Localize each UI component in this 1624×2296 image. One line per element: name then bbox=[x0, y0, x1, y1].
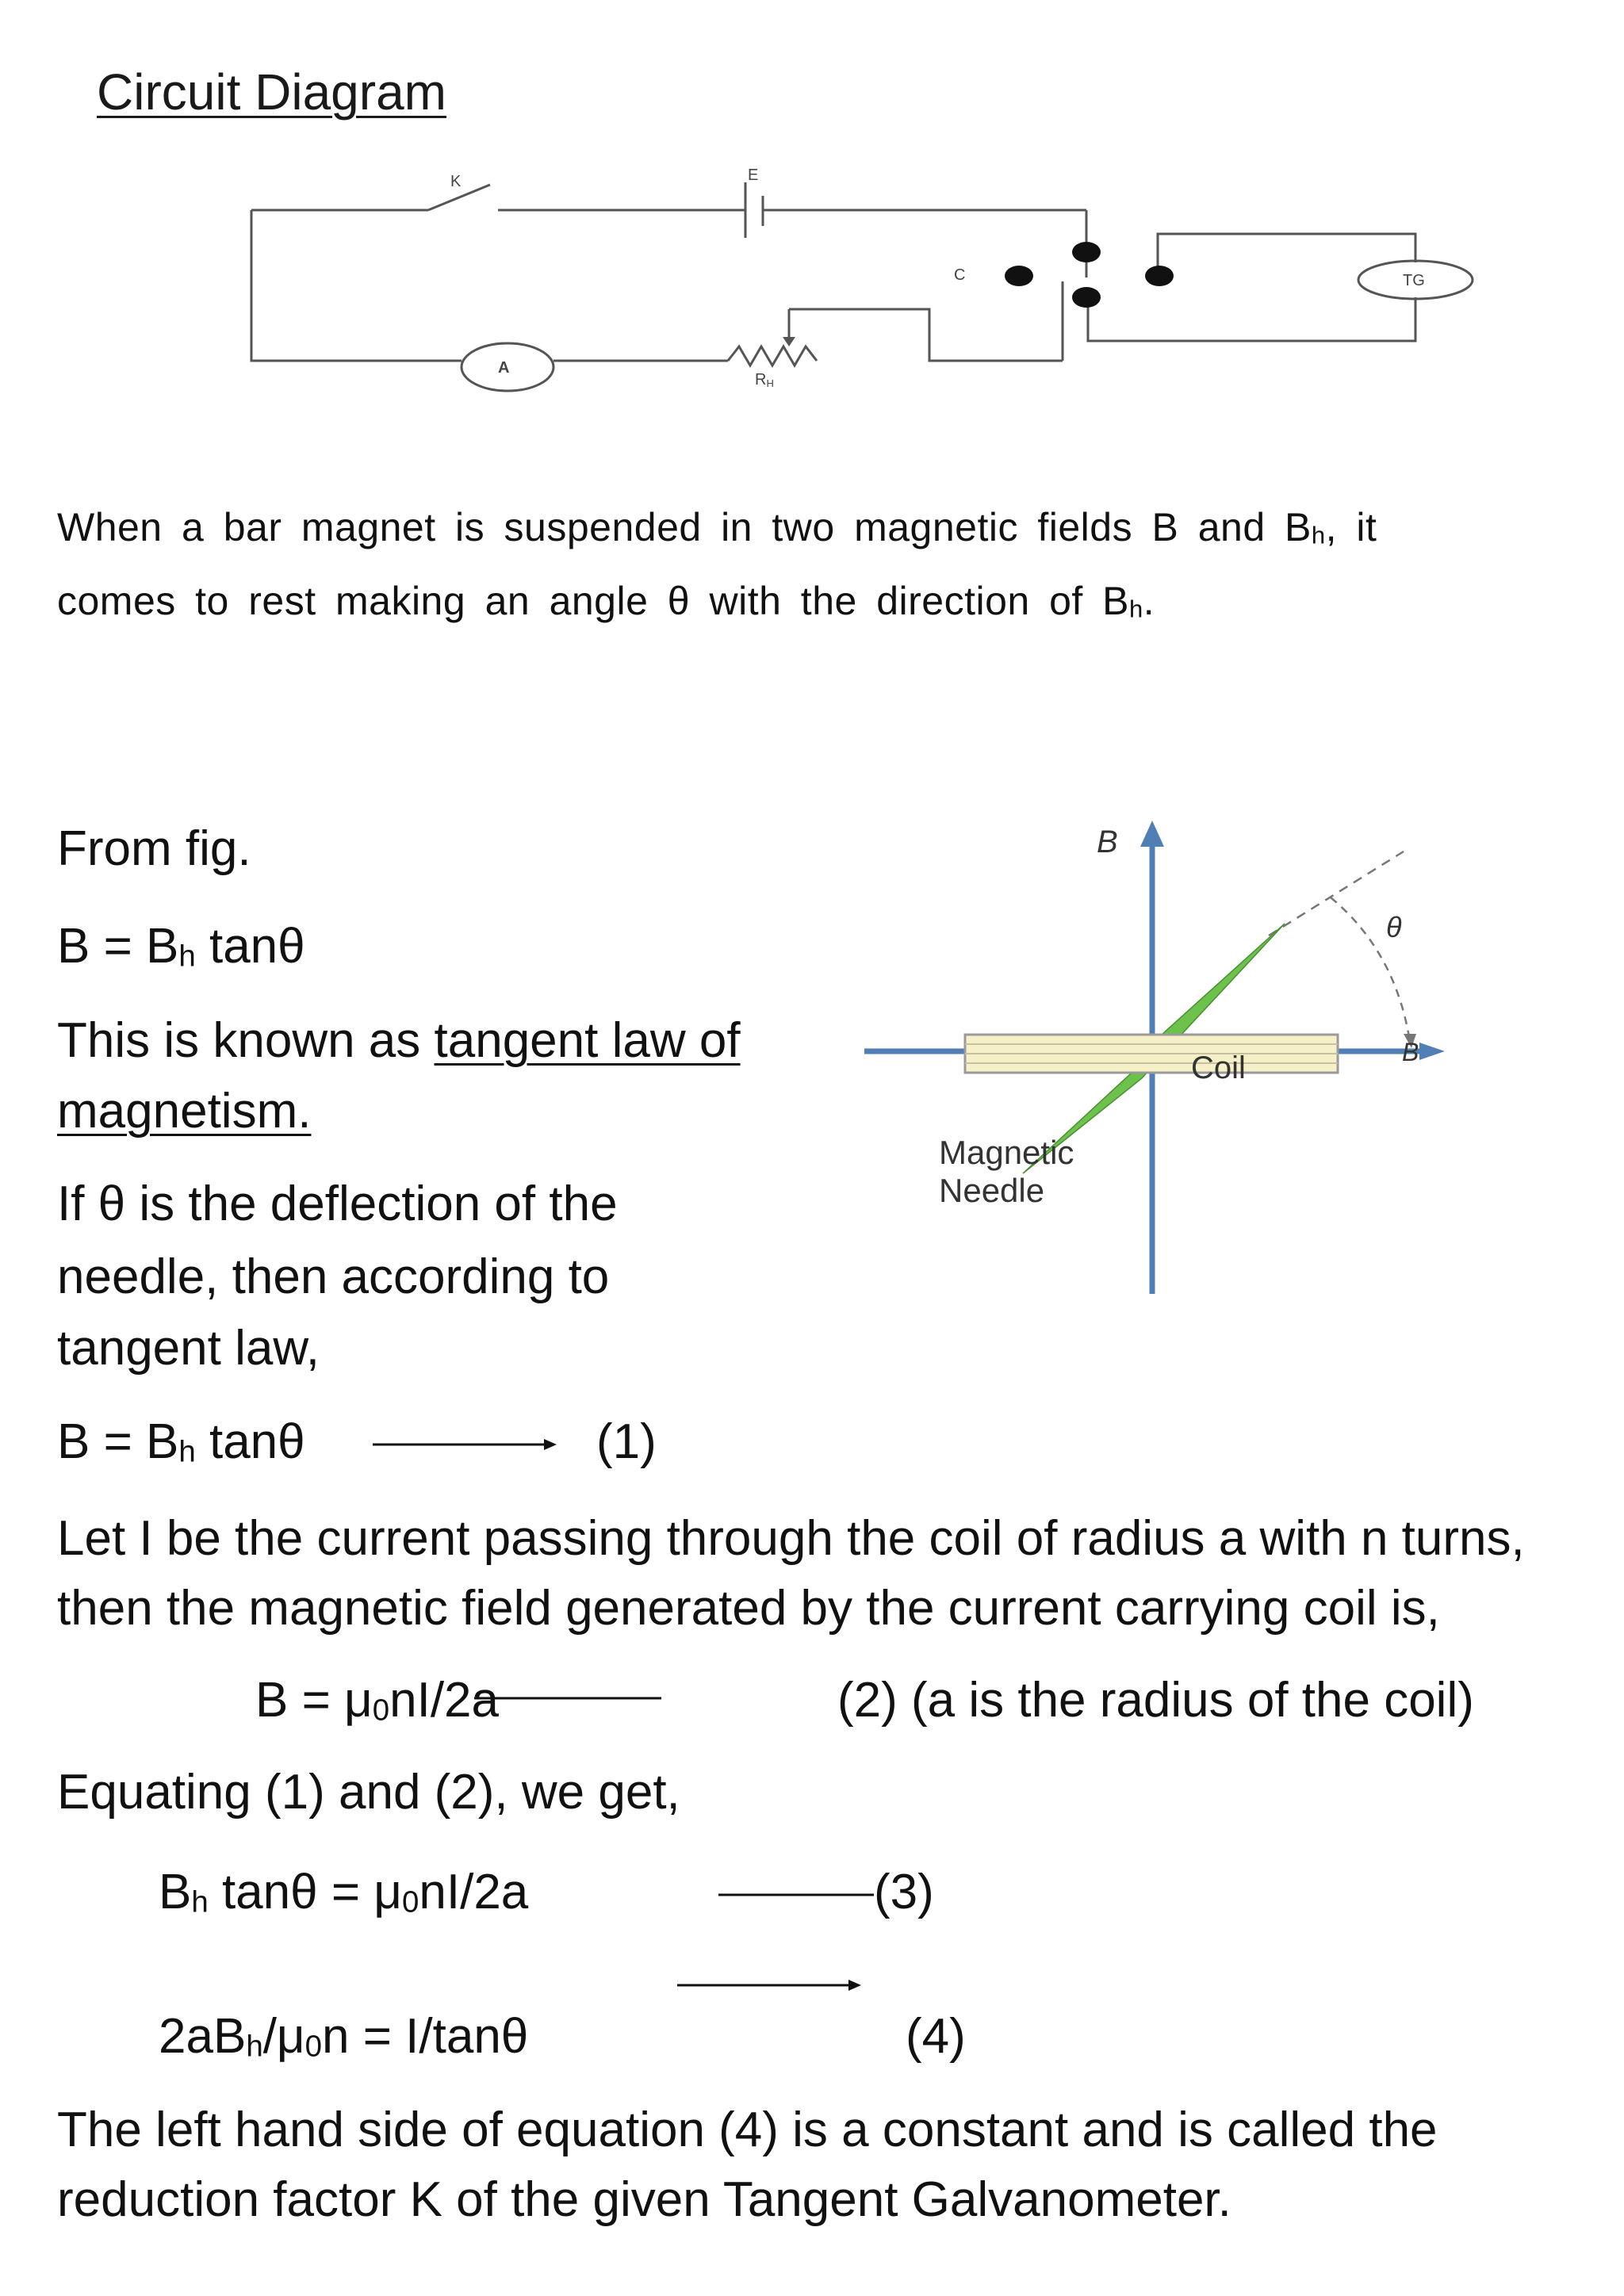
equation-a: $B = B_h$ tanθ bbox=[57, 919, 305, 974]
commutator-terminal bbox=[1145, 266, 1174, 286]
circuit-wire bbox=[1088, 297, 1415, 341]
needle-label-2: Needle bbox=[939, 1172, 1045, 1209]
equation-2-number: (2) (a is the radius of the coil) bbox=[837, 1673, 1474, 1728]
equation-1-arrow bbox=[371, 1435, 561, 1454]
equating-text: Equating (1) and (2), we get, bbox=[57, 1765, 680, 1820]
page-title: Circuit Diagram bbox=[97, 63, 446, 121]
circuit-diagram bbox=[238, 163, 1507, 400]
equation-4: $2aB_h/\mu_0n = I/\tan\theta$ bbox=[159, 2009, 529, 2064]
rheostat bbox=[728, 346, 817, 365]
intro-line-2: comes to rest making an angle θ with the direction of $B_h$. bbox=[57, 579, 1155, 623]
deflection-line-3: tangent law, bbox=[57, 1321, 320, 1376]
conclusion-line-1: The left hand side of equation (4) is a constant and is called the bbox=[57, 2103, 1438, 2157]
resultant-dashed-line bbox=[1269, 851, 1404, 936]
equation-4-arrow bbox=[676, 1976, 866, 1995]
rheostat-label: RH bbox=[755, 371, 774, 389]
conclusion-line-2: reduction factor K of the given Tangent Galvanometer. bbox=[57, 2172, 1231, 2227]
deflection-line-2: needle, then according to bbox=[57, 1249, 610, 1304]
circuit-wire bbox=[251, 210, 462, 361]
circuit-wire bbox=[789, 309, 1063, 361]
equation-2-line bbox=[474, 1693, 665, 1703]
ammeter-label: A bbox=[498, 359, 510, 377]
key-label: K bbox=[450, 173, 462, 190]
theta-label: θ bbox=[1386, 911, 1402, 943]
bh-field-arrow bbox=[1419, 1043, 1445, 1060]
tangent-law-line-2: magnetism. bbox=[57, 1084, 312, 1138]
equation-3: $B_h$ $\tan\theta = \mu_0nI/2a$ bbox=[159, 1865, 529, 1919]
equation-3-line bbox=[718, 1890, 877, 1900]
tangent-law-figure bbox=[856, 809, 1459, 1308]
equation-3-number: (3) bbox=[874, 1865, 934, 1919]
equation-1-number: (1) bbox=[596, 1414, 657, 1469]
b-field-label: B bbox=[1097, 825, 1118, 859]
intro-line-1: When a bar magnet is suspended in two magnetic fields B and $B_h$, it bbox=[57, 505, 1377, 549]
equation-1: $B = B_h$ tanθ bbox=[57, 1414, 305, 1469]
bh-field-label: B bbox=[1402, 1038, 1419, 1066]
commutator-terminal bbox=[1005, 266, 1033, 286]
tangent-law-line-1: This is known as tangent law of bbox=[57, 1013, 741, 1068]
commutator-label: C bbox=[954, 266, 966, 284]
equation-4-number: (4) bbox=[906, 2009, 966, 2064]
cell-label: E bbox=[748, 166, 759, 184]
current-line-2: then the magnetic field generated by the current carrying coil is, bbox=[57, 1581, 1440, 1636]
from-fig-text: From fig. bbox=[57, 821, 251, 876]
current-line-1: Let I be the current passing through the coil of radius a with n turns, bbox=[57, 1511, 1525, 1566]
commutator-terminal bbox=[1072, 242, 1101, 262]
rheostat-arrow bbox=[783, 337, 795, 346]
circuit-wire bbox=[1158, 234, 1415, 277]
deflection-line-1: If θ is the deflection of the bbox=[57, 1177, 618, 1231]
needle-label-1: Magnetic bbox=[939, 1134, 1074, 1171]
tg-label: TG bbox=[1403, 272, 1425, 289]
b-field-arrow bbox=[1140, 821, 1164, 847]
commutator-terminal bbox=[1072, 287, 1101, 308]
coil-label: Coil bbox=[1191, 1050, 1246, 1085]
equation-2: $B = \mu_0nI/2a$ bbox=[255, 1673, 500, 1728]
